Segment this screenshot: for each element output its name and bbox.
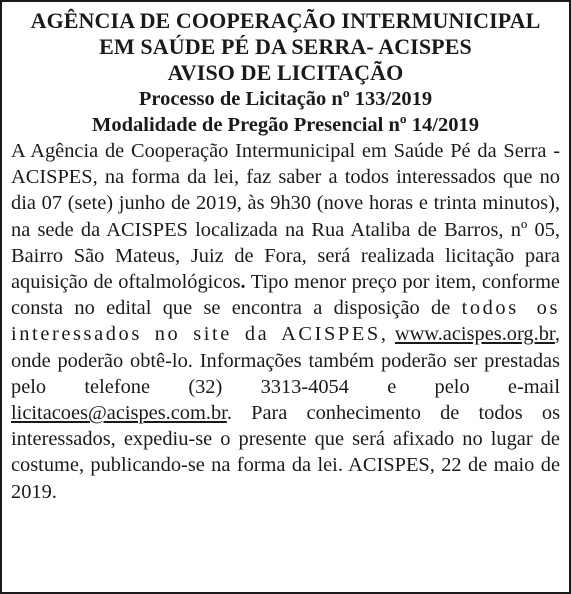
notice-title: AVISO DE LICITAÇÃO: [167, 60, 404, 85]
email-link[interactable]: licitacoes@acispes.com.br: [11, 402, 227, 425]
body-type: Tipo menor preço por item, conforme consta no edital que se encontra a disposição de: [11, 271, 560, 320]
website-link[interactable]: www.acispes.org.br: [394, 323, 555, 346]
agency-name-line-1: AGÊNCIA DE COOPERAÇÃO INTERMUNICIPAL: [30, 8, 541, 33]
modality: Modalidade de Pregão Presencial nº 14/2019: [92, 114, 479, 136]
body-closing: . Para conhecimento de todos os interessados, expediu-se o presente que será afixado no lugar de costume, publicando-se na forma da lei. ACISPES, 22 de maio de 2019.: [11, 402, 560, 503]
process-number: Processo de Licitação nº 133/2019: [138, 88, 433, 110]
body-bold-period: .: [240, 271, 246, 294]
body-interested: todos os interessados no site da ACISPES,: [11, 297, 561, 346]
body-intro: A Agência de Cooperação Intermunicipal em Saúde Pé da Serra - ACISPES, na forma da lei, faz saber a todos interessados que no dia 07 (sete) junho de 2019, às 9h30 (nove horas e trinta minutos), na sede da ACISPES localizada na Rua Ataliba de Barros, nº 05, Bairro São Mateus, Juiz de Fora, será realizada licitação para aquisição de oftalmológicos: [11, 140, 560, 294]
body-contact: , onde poderão obtê-lo. Informações também poderão ser prestadas pelo telefone (32) 3313-4054 e pelo e-mail: [11, 323, 560, 398]
notice-body: [11, 138, 560, 505]
agency-name-line-2: EM SAÚDE PÉ DA SERRA- ACISPES: [99, 34, 472, 59]
